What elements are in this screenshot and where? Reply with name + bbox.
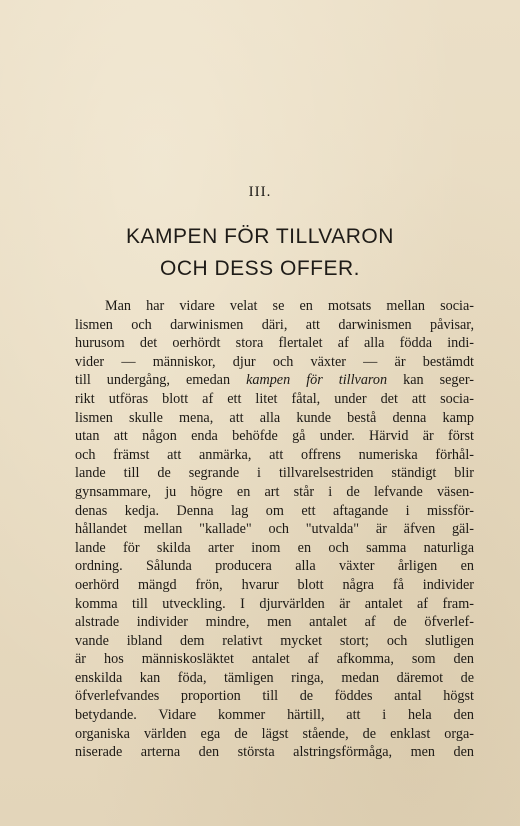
text-span: kan seger- [387, 372, 474, 389]
text-line: öfverlefvandes proportion till de föddes antal högst [75, 688, 474, 705]
text-line: betydande. Vidare kommer härtill, att i hela den [75, 707, 474, 724]
text-line [75, 371, 474, 390]
text-line: vider — människor, djur och växter — är bestämdt [75, 353, 474, 370]
body-text [75, 297, 474, 762]
text-line: komma till utveckling. I djurvärlden är antalet af fram- [75, 595, 474, 612]
text-line: enskilda kan föda, tämligen ringa, medan däremot de [75, 669, 474, 686]
text-span: till undergång, emedan [75, 372, 247, 389]
text-line: är hos människosläktet antalet af afkomma, som den [75, 651, 474, 668]
text-line: ordning. Sålunda producera alla växter årligen en [75, 558, 474, 575]
italic-phrase: kampen för tillvaron [246, 372, 388, 389]
text-line: lande till de segrande i tillvarelsestriden ständigt blir [75, 465, 474, 482]
text-line: hållandet mellan "kallade" och "utvalda" är äfven gäl- [75, 521, 474, 538]
text-line: lismen och darwinismen däri, att darwinismen påvisar, [75, 316, 474, 333]
text-line: lismen skulle mena, att alla kunde bestå denna kamp [75, 409, 474, 426]
text-line: hurusom det oerhördt stora flertalet af alla födda indi- [75, 335, 474, 352]
chapter-title-line-1: KAMPEN FÖR TILLVARON [126, 225, 394, 248]
text-line: alstrade individer mindre, men antalet af de öfverlef- [75, 614, 474, 631]
chapter-title-line-2: OCH DESS OFFER. [159, 257, 361, 280]
text-line: vande ibland dem relativt mycket stort; och slutligen [75, 632, 474, 649]
text-line: utan att någon enda behöfde gå under. Härvid är först [75, 428, 474, 445]
text-line: organiska världen ega de lägst stående, de enklast orga- [75, 725, 474, 742]
text-line: niserade arterna den största alstringsförmåga, men den [75, 744, 474, 761]
text-line: oerhörd mängd frön, hvarur blott några få individer [75, 576, 474, 593]
chapter-number: III. [248, 184, 272, 200]
text-line: Man har vidare velat se en motsats mellan socia- [105, 298, 474, 314]
text-line: denas kedja. Denna lag om ett aftagande i missför- [75, 502, 474, 519]
text-line: rikt utföras blott af ett litet fåtal, under det att socia- [75, 390, 474, 407]
text-line: lande för skilda arter inom en och samma naturliga [75, 539, 474, 556]
text-line: och främst att anmärka, att offrens numeriska förhål- [75, 446, 474, 463]
text-line: gynsammare, ju högre en art står i de lefvande väsen- [75, 483, 474, 500]
